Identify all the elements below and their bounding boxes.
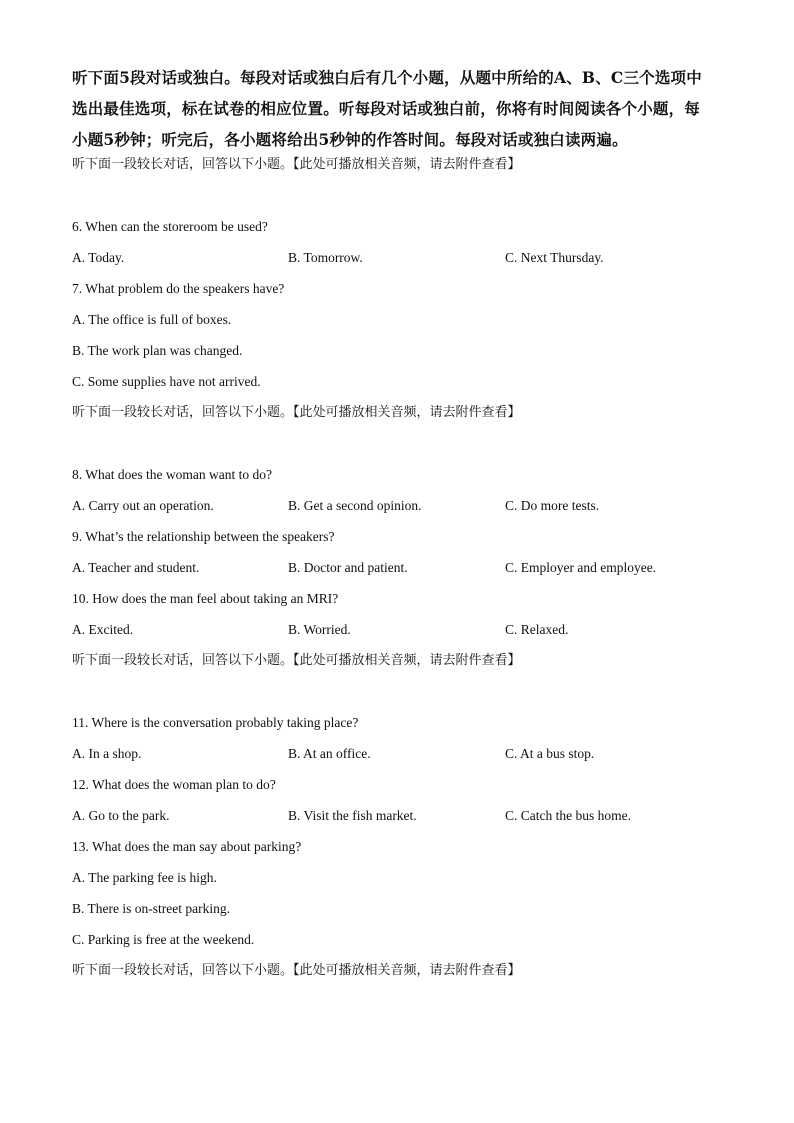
question-stem: 6. When can the storeroom be used? (72, 219, 268, 234)
question-12 (72, 775, 732, 826)
options-row (72, 496, 732, 516)
instruction-line-2: 选出最佳选项，标在试卷的相应位置。听每段对话或独白前，你将有时间阅读各个小题，每 (72, 99, 701, 118)
option-a[interactable]: A. In a shop. (72, 746, 142, 761)
options-row (72, 558, 732, 578)
section-instructions (72, 62, 732, 155)
question-13 (72, 837, 732, 950)
audio-note: 听下面一段较长对话，回答以下小题。【此处可播放相关音频，请去附件查看】 (72, 405, 521, 420)
question-stem: 10. How does the man feel about taking an MRI? (72, 591, 339, 606)
option-c[interactable]: C. Employer and employee. (505, 560, 657, 575)
question-stem: 9. What’s the relationship between the speakers? (72, 529, 335, 544)
option-b[interactable]: B. Get a second opinion. (288, 498, 422, 513)
options-row (72, 744, 732, 764)
question-7 (72, 279, 732, 392)
question-stem: 11. Where is the conversation probably taking place? (72, 715, 359, 730)
option-c[interactable]: C. Catch the bus home. (505, 808, 631, 823)
option-a[interactable]: A. The office is full of boxes. (72, 312, 232, 327)
option-b[interactable]: B. Visit the fish market. (288, 808, 417, 823)
option-b[interactable]: B. At an office. (288, 746, 371, 761)
option-a[interactable]: A. Carry out an operation. (72, 498, 214, 513)
option-c[interactable]: C. Parking is free at the weekend. (72, 932, 255, 947)
exam-page (72, 62, 732, 981)
option-c[interactable]: C. Do more tests. (505, 498, 600, 513)
spacer (72, 423, 732, 465)
option-b[interactable]: B. The work plan was changed. (72, 343, 243, 358)
option-c[interactable]: C. Some supplies have not arrived. (72, 374, 261, 389)
question-stem: 8. What does the woman want to do? (72, 467, 272, 482)
option-a[interactable]: A. Today. (72, 250, 125, 265)
option-b[interactable]: B. There is on-street parking. (72, 901, 230, 916)
question-stem: 7. What problem do the speakers have? (72, 281, 285, 296)
question-6 (72, 217, 732, 268)
option-b[interactable]: B. Worried. (288, 622, 351, 637)
option-c[interactable]: C. Relaxed. (505, 622, 569, 637)
spacer (72, 671, 732, 713)
option-b[interactable]: B. Doctor and patient. (288, 560, 408, 575)
option-a[interactable]: A. Teacher and student. (72, 560, 200, 575)
spacer (72, 175, 732, 217)
audio-note: 听下面一段较长对话，回答以下小题。【此处可播放相关音频，请去附件查看】 (72, 157, 521, 172)
option-a[interactable]: A. Go to the park. (72, 808, 170, 823)
instruction-line-3: 小题5秒钟；听完后，各小题将给出5秒钟的作答时间。每段对话或独白读两遍。 (72, 130, 628, 149)
options-row (72, 620, 732, 640)
option-c[interactable]: C. Next Thursday. (505, 250, 604, 265)
option-c[interactable]: C. At a bus stop. (505, 746, 595, 761)
options-row (72, 806, 732, 826)
question-stem: 13. What does the man say about parking? (72, 839, 302, 854)
audio-note: 听下面一段较长对话，回答以下小题。【此处可播放相关音频，请去附件查看】 (72, 963, 521, 978)
question-stem: 12. What does the woman plan to do? (72, 777, 276, 792)
option-a[interactable]: A. The parking fee is high. (72, 870, 217, 885)
options-row (72, 248, 732, 268)
question-11 (72, 713, 732, 764)
question-9 (72, 527, 732, 578)
instruction-line-1: 听下面5段对话或独白。每段对话或独白后有几个小题，从题中所给的A、B、C三个选项中 (72, 68, 702, 87)
option-b[interactable]: B. Tomorrow. (288, 250, 363, 265)
audio-note: 听下面一段较长对话，回答以下小题。【此处可播放相关音频，请去附件查看】 (72, 653, 521, 668)
option-a[interactable]: A. Excited. (72, 622, 134, 637)
question-10 (72, 589, 732, 640)
question-8 (72, 465, 732, 516)
